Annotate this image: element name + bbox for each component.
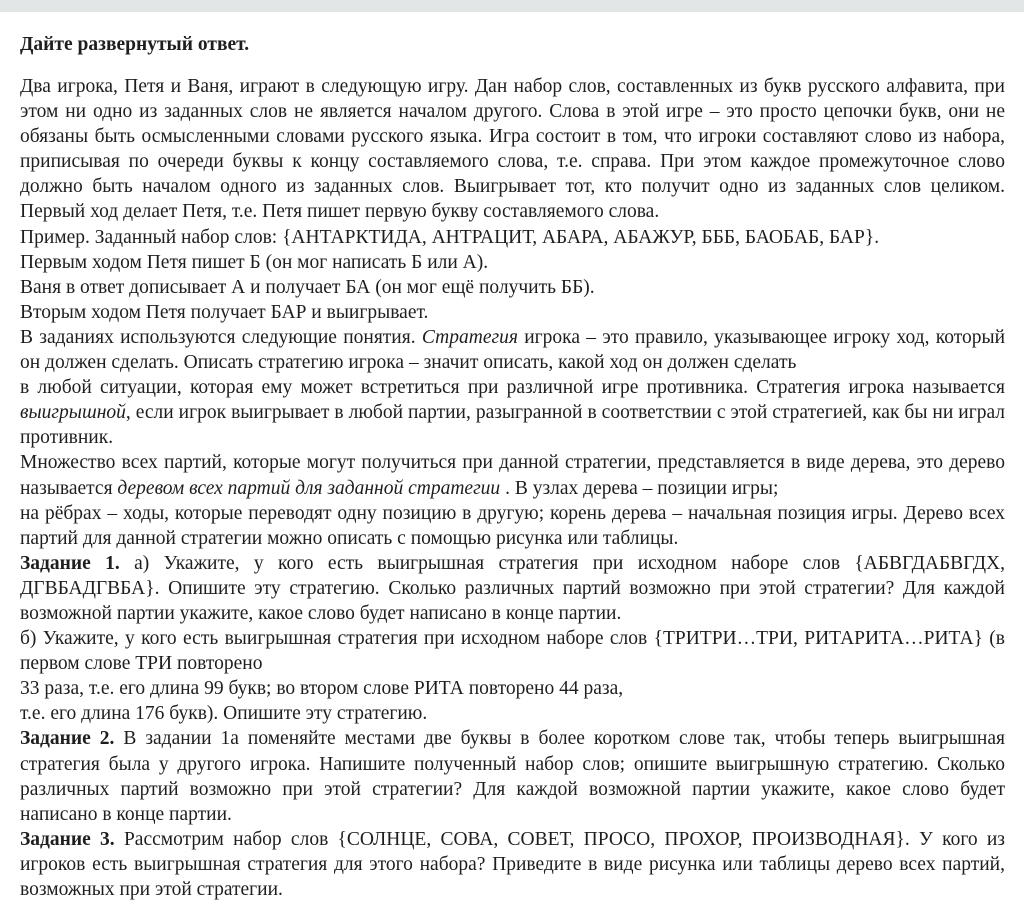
text: а) Укажите, у кого есть выигрышная стратегия при исходном наборе слов {АБВГДАБВГДХ, ДГВБАДГВБА}. Опишите эту стратегию. Сколько различных партий возможно при этой стратегии? Для каждой возможной партии укажите, какое слово будет написано в конце партии. [20,552,1005,624]
paragraph [20,74,1005,225]
paragraph [20,626,1005,676]
text: Рассмотрим набор слов {СОЛНЦЕ, СОВА, СОВЕТ, ПРОСО, ПРОХОР, ПРОИЗВОДНАЯ}. У кого из игроков есть выигрышная стратегия для этого набора? Приведите в виде рисунка или таблицы дерево всех партий, возможных при этой стратегии. [20,828,1005,900]
text: Два игрока, Петя и Ваня, играют в следующую игру. Дан набор слов, составленных из букв русского алфавита, при этом ни одно из заданных слов не является началом другого. Слова в этой игре – это просто цепочки букв, они не обязаны быть осмысленными словами русского языка. Игра состоит в том, что игроки составляют слово из набора, приписывая по очереди буквы к концу составляемого слова, т.е. справа. При этом каждое промежуточное слово должно быть началом одного из заданных слов. Выигрывает тот, кто получит одно из заданных слов целиком. Первый ход делает Петя, т.е. Петя пишет первую букву составляемого слова. [20,76,1005,223]
paragraph [20,676,1005,701]
text: в любой ситуации, которая ему может встретиться при различной игре противника. Стратегия игрока называется [20,377,1005,399]
text: игрока – это правило, указывающее игроку ход, который он должен сделать. Описать стратегию игрока – значит описать, какой ход он должен сделать [20,326,1006,374]
text: Вторым ходом Петя получает БАР и выигрывает. [20,301,429,323]
paragraph [20,375,1005,450]
italic-text: выигрышной [20,402,126,424]
bold-text: Задание 3. [20,828,115,850]
text: . В узлах дерева – позиции игры; [500,477,779,499]
bold-text: Задание 1. [20,552,120,574]
paragraph [20,325,1005,375]
bold-text: Задание 2. [20,728,115,750]
text: Множество всех партий, которые могут получиться при данной стратегии, представляется в виде дерева, это дерево называется [20,452,1005,499]
prompt-heading: Дайте развернутый ответ. [20,34,250,55]
text: Первым ходом Петя пишет Б (он мог написать Б или А). [20,251,489,273]
document-page [0,12,1024,902]
text: 33 раза, т.е. его длина 99 букв; во втором слове РИТА повторено 44 раза, [20,678,624,700]
paragraph [20,450,1005,500]
document-body [20,74,1005,902]
paragraph [20,551,1005,626]
paragraph [20,250,1005,275]
text: т.е. его длина 176 букв). Опишите эту стратегию. [20,703,428,725]
paragraph [20,726,1005,826]
text: на рёбрах – ходы, которые переводят одну позицию в другую; корень дерева – начальная позиция игры. Дерево всех партий для данной стратегии можно описать с помощью рисунка или таблицы. [20,502,1005,549]
italic-text: Стратегия [421,326,525,348]
paragraph [20,300,1005,325]
text: Ваня в ответ дописывает А и получает БА (он мог ещё получить ББ). [20,276,595,298]
paragraph [20,501,1005,551]
text: Пример. Заданный набор слов: {АНТАРКТИДА, АНТРАЦИТ, АБАРА, АБАЖУР, БББ, БАОБАБ, БАР}. [20,226,880,248]
text: , если игрок выигрывает в любой партии, разыгранной в соответствии с этой стратегией, как бы ни играл противник. [20,402,1005,449]
text: б) Укажите, у кого есть выигрышная стратегия при исходном наборе слов {ТРИТРИ…ТРИ, РИТАРИТА…РИТА} (в первом слове ТРИ повторено [20,628,1005,675]
text: В заданиях используются следующие понятия. [20,326,422,348]
paragraph [20,225,1005,250]
italic-text: деревом всех партий для заданной стратегии [117,477,501,499]
paragraph [20,275,1005,300]
top-bar [0,0,1024,12]
text: В задании 1а поменяйте местами две буквы в более коротком слове так, чтобы теперь выигрышная стратегия была у другого игрока. Напишите полученный набор слов; опишите выигрышную стратегию. Сколько различных партий возможно при этой стратегии? Для каждой возможной партии укажите, какое слово будет написано в конце партии. [20,728,1005,825]
paragraph [20,827,1005,902]
paragraph [20,701,1005,726]
